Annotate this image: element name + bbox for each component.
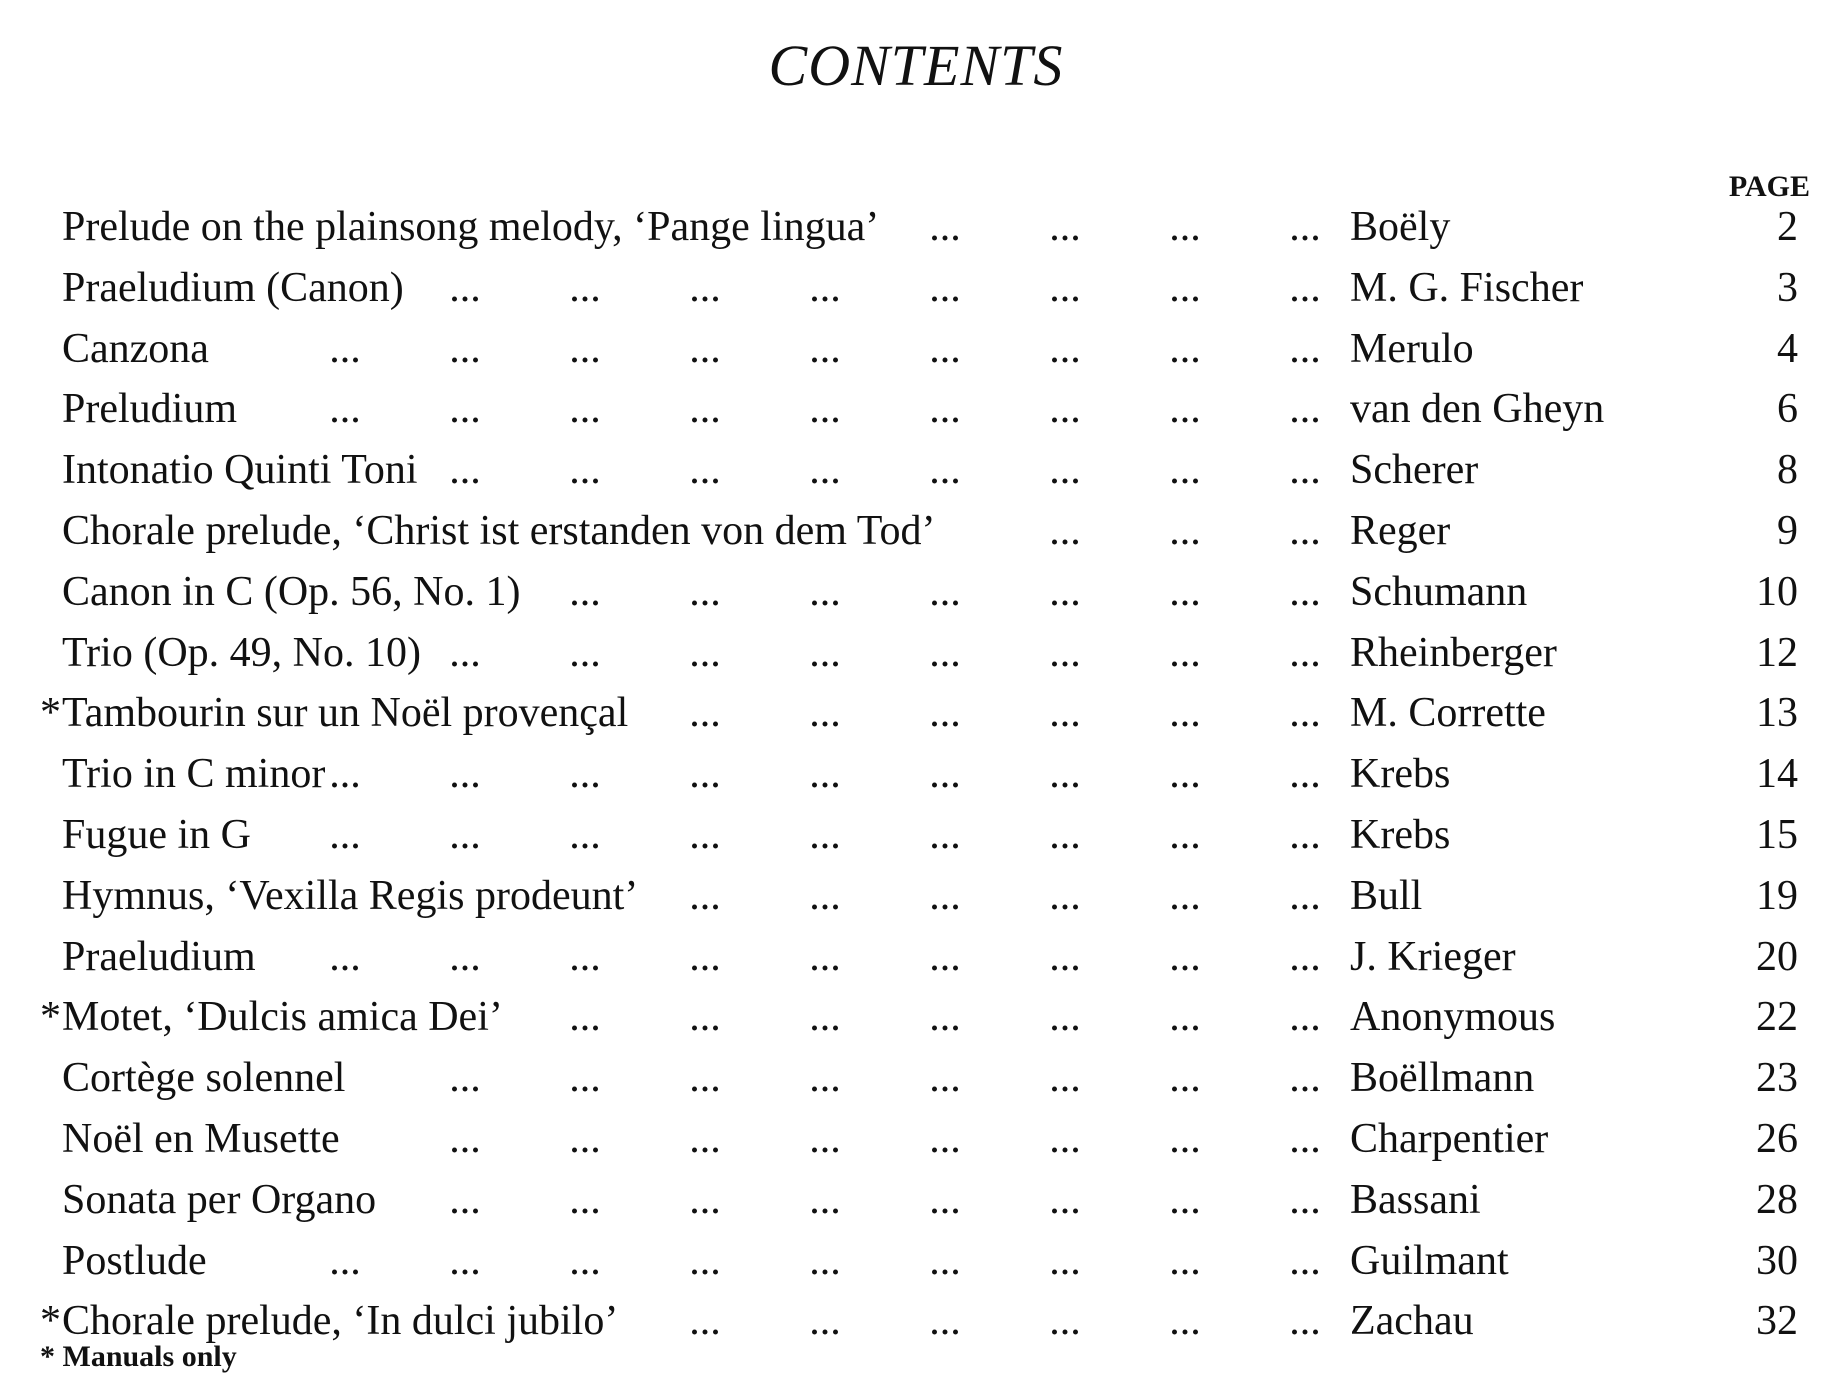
page-number: 22 xyxy=(1756,994,1798,1041)
leader-dot: ... xyxy=(929,690,961,737)
leader-dot: ... xyxy=(1289,1298,1321,1345)
work-title: Fugue in G xyxy=(62,812,251,858)
leader-dot: ... xyxy=(329,386,361,433)
leader-dot: ... xyxy=(1049,204,1081,250)
leader-dot: ... xyxy=(1289,204,1321,250)
contents-entry xyxy=(0,624,1832,682)
leader-dot: ... xyxy=(689,751,721,798)
composer-name: Krebs xyxy=(1350,812,1451,858)
leader-dot: ... xyxy=(809,447,841,494)
leader-dot: ... xyxy=(1169,690,1201,737)
composer-name: Zachau xyxy=(1350,1298,1474,1345)
leader-dot: ... xyxy=(1169,994,1201,1041)
leader-dot: ... xyxy=(689,933,721,980)
leader-dot: ... xyxy=(1289,386,1321,433)
leader-dot: ... xyxy=(1289,629,1321,676)
contents-entry xyxy=(0,441,1832,499)
contents-entry xyxy=(0,502,1832,560)
leader-dot: ... xyxy=(449,447,481,494)
leader-dot: ... xyxy=(449,386,481,433)
manuals-only-marker: * xyxy=(40,994,61,1041)
leader-dot: ... xyxy=(689,447,721,494)
leader-dot: ... xyxy=(569,1055,601,1102)
leader-dot: ... xyxy=(1049,325,1081,372)
leader-dot: ... xyxy=(809,629,841,676)
page-number: 4 xyxy=(1777,325,1798,372)
leader-dot: ... xyxy=(929,1116,961,1162)
contents-entry xyxy=(0,320,1832,378)
leader-dot: ... xyxy=(1169,933,1201,980)
leader-dot: ... xyxy=(1289,994,1321,1041)
leader-dot: ... xyxy=(569,1176,601,1223)
leader-dot: ... xyxy=(689,1237,721,1284)
leader-dot: ... xyxy=(809,1176,841,1223)
leader-dot: ... xyxy=(329,812,361,858)
composer-name: Anonymous xyxy=(1350,994,1556,1041)
leader-dot: ... xyxy=(689,1116,721,1162)
leader-dot: ... xyxy=(929,1176,961,1223)
leader-dot: ... xyxy=(1169,508,1201,554)
leader-dot: ... xyxy=(1049,264,1081,311)
leader-dot: ... xyxy=(569,994,601,1041)
work-title: Motet, ‘Dulcis amica Dei’ xyxy=(62,994,503,1041)
leader-dot: ... xyxy=(1049,1176,1081,1223)
leader-dot: ... xyxy=(1169,1055,1201,1102)
contents-entry xyxy=(0,684,1832,742)
leader-dot: ... xyxy=(1169,751,1201,798)
leader-dot: ... xyxy=(689,872,721,919)
leader-dot: ... xyxy=(809,568,841,615)
contents-entry xyxy=(0,198,1832,256)
leader-dot: ... xyxy=(329,1237,361,1284)
leader-dot: ... xyxy=(689,1176,721,1223)
leader-dot: ... xyxy=(689,629,721,676)
contents-entry xyxy=(0,1292,1832,1350)
leader-dot: ... xyxy=(689,264,721,311)
leader-dot: ... xyxy=(1049,751,1081,798)
leader-dot: ... xyxy=(449,1116,481,1162)
work-title: Cortège solennel xyxy=(62,1055,346,1102)
leader-dot: ... xyxy=(449,1237,481,1284)
leader-dot: ... xyxy=(1169,812,1201,858)
leader-dot: ... xyxy=(449,751,481,798)
work-title: Sonata per Organo xyxy=(62,1176,377,1223)
leader-dot: ... xyxy=(569,1237,601,1284)
contents-entry xyxy=(0,259,1832,317)
composer-name: Merulo xyxy=(1350,325,1474,372)
composer-name: Rheinberger xyxy=(1350,629,1557,676)
leader-dot: ... xyxy=(809,872,841,919)
leader-dot: ... xyxy=(929,1055,961,1102)
leader-dot: ... xyxy=(569,1116,601,1162)
page-number: 15 xyxy=(1756,812,1798,858)
leader-dot: ... xyxy=(809,386,841,433)
leader-dot: ... xyxy=(1049,568,1081,615)
leader-dot: ... xyxy=(449,812,481,858)
leader-dot: ... xyxy=(929,629,961,676)
contents-entry xyxy=(0,745,1832,803)
leader-dot: ... xyxy=(569,751,601,798)
leader-dot: ... xyxy=(449,325,481,372)
leader-dot: ... xyxy=(689,325,721,372)
leader-dot: ... xyxy=(929,933,961,980)
leader-dot: ... xyxy=(809,1237,841,1284)
footnote-text: Manuals only xyxy=(62,1340,237,1373)
contents-entry xyxy=(0,563,1832,621)
work-title: Trio (Op. 49, No. 10) xyxy=(62,629,421,676)
page-number: 14 xyxy=(1756,751,1798,798)
page-number: 3 xyxy=(1777,264,1798,311)
leader-dot: ... xyxy=(1169,325,1201,372)
leader-dot: ... xyxy=(1289,508,1321,554)
leader-dot: ... xyxy=(569,264,601,311)
composer-name: Boëllmann xyxy=(1350,1055,1535,1102)
leader-dot: ... xyxy=(689,812,721,858)
contents-entry xyxy=(0,806,1832,864)
leader-dot: ... xyxy=(929,386,961,433)
work-title: Canzona xyxy=(62,325,209,372)
page-number: 10 xyxy=(1756,568,1798,615)
page-number: 26 xyxy=(1756,1116,1798,1162)
leader-dot: ... xyxy=(1049,994,1081,1041)
contents-entry xyxy=(0,1049,1832,1107)
manuals-only-marker: * xyxy=(40,690,61,737)
page-title: CONTENTS xyxy=(768,33,1064,98)
leader-dot: ... xyxy=(1169,447,1201,494)
leader-dot: ... xyxy=(1289,1176,1321,1223)
leader-dot: ... xyxy=(449,1055,481,1102)
work-title: Trio in C minor xyxy=(62,751,326,798)
manuals-only-marker: * xyxy=(40,1298,61,1345)
leader-dot: ... xyxy=(449,629,481,676)
work-title: Chorale prelude, ‘Christ ist erstanden von dem Tod’ xyxy=(62,508,936,554)
contents-entry xyxy=(0,380,1832,438)
leader-dot: ... xyxy=(929,812,961,858)
page-number: 19 xyxy=(1756,872,1798,919)
leader-dot: ... xyxy=(449,933,481,980)
leader-dot: ... xyxy=(569,933,601,980)
work-title: Chorale prelude, ‘In dulci jubilo’ xyxy=(62,1298,619,1345)
leader-dot: ... xyxy=(809,812,841,858)
leader-dot: ... xyxy=(569,447,601,494)
leader-dot: ... xyxy=(1049,1237,1081,1284)
leader-dot: ... xyxy=(449,1176,481,1223)
leader-dot: ... xyxy=(1289,325,1321,372)
page-number: 8 xyxy=(1777,447,1798,494)
leader-dot: ... xyxy=(689,1298,721,1345)
leader-dot: ... xyxy=(1289,1055,1321,1102)
work-title: Canon in C (Op. 56, No. 1) xyxy=(62,568,521,615)
page-column-heading: PAGE xyxy=(1728,170,1810,203)
leader-dot: ... xyxy=(1049,1055,1081,1102)
leader-dot: ... xyxy=(1169,386,1201,433)
leader-dot: ... xyxy=(329,933,361,980)
contents-entry xyxy=(0,1232,1832,1290)
leader-dot: ... xyxy=(929,325,961,372)
page-number: 6 xyxy=(1777,386,1798,433)
leader-dot: ... xyxy=(569,386,601,433)
composer-name: Krebs xyxy=(1350,751,1451,798)
work-title: Preludium xyxy=(62,386,237,433)
leader-dot: ... xyxy=(1289,751,1321,798)
composer-name: M. Corrette xyxy=(1350,690,1546,737)
leader-dot: ... xyxy=(1169,1176,1201,1223)
leader-dot: ... xyxy=(569,325,601,372)
leader-dot: ... xyxy=(449,264,481,311)
leader-dot: ... xyxy=(1169,264,1201,311)
composer-name: Reger xyxy=(1350,508,1451,554)
work-title: Postlude xyxy=(62,1237,207,1284)
contents-entry xyxy=(0,1171,1832,1229)
composer-name: M. G. Fischer xyxy=(1350,264,1584,311)
leader-dot: ... xyxy=(929,204,961,250)
leader-dot: ... xyxy=(809,325,841,372)
leader-dot: ... xyxy=(809,994,841,1041)
leader-dot: ... xyxy=(1049,386,1081,433)
leader-dot: ... xyxy=(1289,447,1321,494)
leader-dot: ... xyxy=(329,751,361,798)
footnote-marker: * xyxy=(40,1340,55,1373)
page-number: 12 xyxy=(1756,629,1798,676)
leader-dot: ... xyxy=(1169,629,1201,676)
leader-dot: ... xyxy=(689,1055,721,1102)
leader-dot: ... xyxy=(1049,629,1081,676)
contents-entry xyxy=(0,988,1832,1046)
composer-name: van den Gheyn xyxy=(1350,386,1605,433)
leader-dot: ... xyxy=(929,872,961,919)
page-number: 30 xyxy=(1756,1237,1798,1284)
page-number: 13 xyxy=(1756,690,1798,737)
contents-entry xyxy=(0,867,1832,925)
leader-dot: ... xyxy=(1289,872,1321,919)
leader-dot: ... xyxy=(1169,1298,1201,1345)
leader-dot: ... xyxy=(929,447,961,494)
leader-dot: ... xyxy=(1049,1298,1081,1345)
leader-dot: ... xyxy=(1049,447,1081,494)
leader-dot: ... xyxy=(1289,812,1321,858)
composer-name: Bassani xyxy=(1350,1176,1481,1223)
leader-dot: ... xyxy=(329,325,361,372)
leader-dot: ... xyxy=(569,629,601,676)
footnote xyxy=(40,1340,237,1374)
leader-dot: ... xyxy=(689,568,721,615)
work-title: Praeludium (Canon) xyxy=(62,264,404,311)
leader-dot: ... xyxy=(1049,872,1081,919)
leader-dot: ... xyxy=(929,1237,961,1284)
page-number: 9 xyxy=(1777,508,1798,554)
page-number: 32 xyxy=(1756,1298,1798,1345)
leader-dot: ... xyxy=(569,568,601,615)
leader-dot: ... xyxy=(809,690,841,737)
leader-dot: ... xyxy=(1049,690,1081,737)
leader-dot: ... xyxy=(809,1116,841,1162)
leader-dot: ... xyxy=(1289,690,1321,737)
composer-name: Guilmant xyxy=(1350,1237,1509,1284)
work-title: Intonatio Quinti Toni xyxy=(62,447,418,494)
work-title: Tambourin sur un Noël provençal xyxy=(62,690,629,737)
leader-dot: ... xyxy=(809,1055,841,1102)
leader-dot: ... xyxy=(1049,933,1081,980)
leader-dot: ... xyxy=(929,264,961,311)
composer-name: Schumann xyxy=(1350,568,1528,615)
composer-name: Boëly xyxy=(1350,204,1451,250)
leader-dot: ... xyxy=(1169,872,1201,919)
page-number: 2 xyxy=(1777,204,1798,250)
leader-dot: ... xyxy=(809,751,841,798)
leader-dot: ... xyxy=(1169,204,1201,250)
page-number: 28 xyxy=(1756,1176,1798,1223)
leader-dot: ... xyxy=(1289,1237,1321,1284)
leader-dot: ... xyxy=(929,994,961,1041)
leader-dot: ... xyxy=(1289,264,1321,311)
work-title: Noël en Musette xyxy=(62,1116,340,1162)
composer-name: J. Krieger xyxy=(1350,933,1516,980)
page-number: 23 xyxy=(1756,1055,1798,1102)
leader-dot: ... xyxy=(1169,1237,1201,1284)
leader-dot: ... xyxy=(1049,508,1081,554)
leader-dot: ... xyxy=(689,386,721,433)
leader-dot: ... xyxy=(929,1298,961,1345)
leader-dot: ... xyxy=(1049,812,1081,858)
leader-dot: ... xyxy=(809,264,841,311)
leader-dot: ... xyxy=(689,994,721,1041)
leader-dot: ... xyxy=(809,933,841,980)
page-number: 20 xyxy=(1756,933,1798,980)
composer-name: Bull xyxy=(1350,872,1423,919)
work-title: Hymnus, ‘Vexilla Regis prodeunt’ xyxy=(62,872,639,919)
leader-dot: ... xyxy=(1049,1116,1081,1162)
leader-dot: ... xyxy=(929,751,961,798)
work-title: Praeludium xyxy=(62,933,256,980)
leader-dot: ... xyxy=(809,1298,841,1345)
leader-dot: ... xyxy=(929,568,961,615)
leader-dot: ... xyxy=(1169,1116,1201,1162)
leader-dot: ... xyxy=(1289,568,1321,615)
leader-dot: ... xyxy=(1289,933,1321,980)
leader-dot: ... xyxy=(1289,1116,1321,1162)
contents-entry xyxy=(0,1110,1832,1168)
composer-name: Scherer xyxy=(1350,447,1479,494)
contents-entry xyxy=(0,928,1832,986)
leader-dot: ... xyxy=(569,812,601,858)
leader-dot: ... xyxy=(689,690,721,737)
leader-dot: ... xyxy=(1169,568,1201,615)
composer-name: Charpentier xyxy=(1350,1116,1549,1162)
work-title: Prelude on the plainsong melody, ‘Pange lingua’ xyxy=(62,204,880,250)
